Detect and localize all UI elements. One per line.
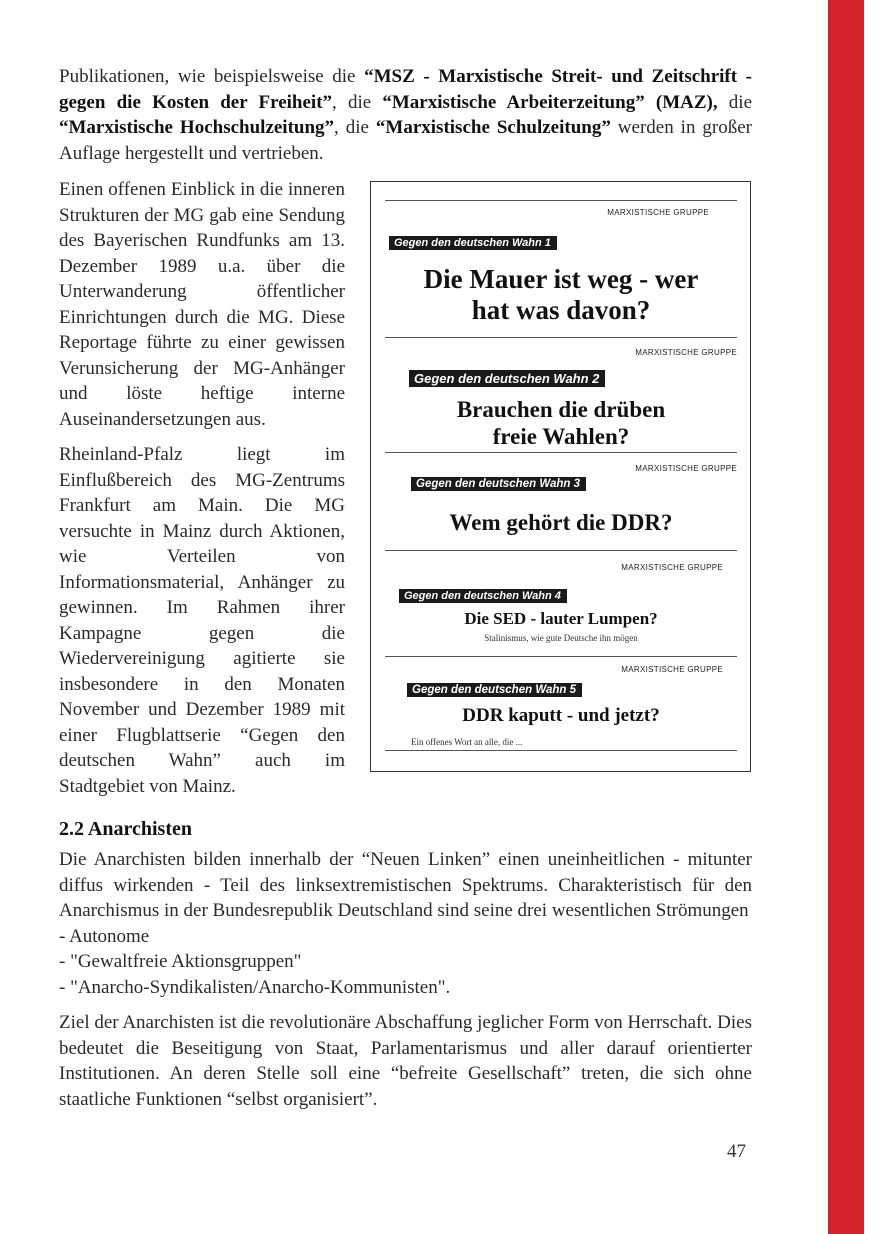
flyer-rule: [385, 200, 737, 201]
flyer-rule: [385, 750, 737, 751]
flyer-5: [385, 659, 737, 759]
list-item: - "Gewaltfreie Aktionsgruppen": [59, 951, 302, 972]
section-paragraph-2: Ziel der Anarchisten ist die revolutionäre Abschaffung jeglicher Form von Herrschaft. Dies bedeutet die Beseitigung von Staat, Parlamentarismus und aller darauf orientierter Institutionen. An deren Stelle soll eine “befreite Gesellschaft” treten, die sich ohne staatliche Funktionen “selbst organisiert”.: [59, 1012, 752, 1110]
left-column: [59, 177, 345, 809]
flyer-tag: Gegen den deutschen Wahn 4: [399, 589, 567, 603]
flyer-tag: Gegen den deutschen Wahn 5: [407, 683, 582, 697]
flyer-subline: Stalinismus, wie gute Deutsche ihn mögen: [484, 633, 638, 643]
title-msz: “MSZ - Marxistische Streit- und Zeitschrift - gegen die Kosten der Freiheit”: [59, 66, 752, 113]
page-number: 47: [727, 1141, 746, 1162]
flyer-rule: [385, 550, 737, 551]
flyer-headline: Die Mauer ist weg - wer hat was davon?: [423, 264, 699, 325]
section-heading: 2.2 Anarchisten: [59, 818, 192, 840]
flyer-2: [385, 340, 737, 450]
flyer-org: MARXISTISCHE GRUPPE: [635, 348, 737, 357]
flyer-rule: [385, 452, 737, 453]
column-paragraph-1: Einen offenen Einblick in die inneren Strukturen der MG gab eine Sendung des Bayerischen Rundfunks am 13. Dezember 1989 u.a. über die Unterwanderung öffentlicher Einrichtungen durch die MG. Diese Reportage führte zu einer gewissen Verunsicherung der MG-Anhänger und löste heftige interne Auseinandersetzungen aus.: [59, 179, 345, 430]
intro-paragraph: Publikationen, wie beispielsweise die “MSZ - Marxistische Streit- und Zeitschrift - gegen die Kosten der Freiheit”, die “Marxistische Arbeiterzeitung” (MAZ), die “Marxistische Hochschulzeitung”, die “Marxistische Schulzeitung” werden in großer Auflage hergestellt und vertrieben.: [59, 66, 752, 164]
flyer-org: MARXISTISCHE GRUPPE: [621, 563, 723, 572]
flyer-headline: Die SED - lauter Lumpen?: [464, 609, 658, 628]
flyer-1: [385, 206, 737, 341]
flyer-headline: Brauchen die drüben freie Wahlen?: [456, 397, 666, 449]
column-paragraph-2: Rheinland-Pfalz liegt im Einflußbereich des MG-Zentrums Frankfurt am Main. Die MG versuchte in Mainz durch Aktionen, wie Verteilen von Informationsmaterial, Anhänger zu gewinnen. Im Rahmen ihrer Kampagne gegen die Wiedervereinigung agitierte sie insbesondere in den Monaten November und Dezember 1989 mit einer Flugblattserie “Gegen den deutschen Wahn” auch im Stadtgebiet von Mainz.: [59, 444, 345, 797]
red-margin-bar: [828, 0, 864, 1234]
title-maz: “Marxistische Arbeiterzeitung” (MAZ),: [382, 91, 718, 113]
flyer-subline: Ein offenes Wort an alle, die ...: [411, 737, 523, 747]
section-paragraph-1: Die Anarchisten bilden innerhalb der “Neuen Linken” einen uneinheitlichen - mitunter diffus wirkenden - Teil des linksextremistischen Spektrums. Charakteristisch für den Anarchismus in der Bundesrepublik Deutschland sind seine drei wesentlichen Strömungen - Autonome - "Gewaltfreie Aktionsgruppen" - "Anarcho-Syndikalisten/Anarcho-Kommunisten".: [59, 847, 752, 1000]
flyer-rule: [385, 337, 737, 338]
section-body: [59, 847, 752, 1122]
flyer-tag: Gegen den deutschen Wahn 3: [411, 477, 586, 491]
flyer-3: [385, 455, 737, 550]
list-item: - Autonome: [59, 925, 150, 947]
title-schulzeitung: “Marxistische Schulzeitung”: [375, 117, 611, 138]
flyer-org: MARXISTISCHE GRUPPE: [607, 208, 709, 217]
flyer-headline: Wem gehört die DDR?: [449, 510, 673, 535]
flyer-4: [385, 553, 737, 653]
flyer-tag: Gegen den deutschen Wahn 2: [409, 370, 605, 387]
flyer-collage: [370, 181, 751, 772]
flyer-tag: Gegen den deutschen Wahn 1: [389, 236, 557, 250]
list-item: - "Anarcho-Syndikalisten/Anarcho-Kommunisten".: [59, 976, 451, 998]
flyer-org: MARXISTISCHE GRUPPE: [635, 464, 737, 473]
title-hochschulzeitung: “Marxistische Hochschulzeitung”: [59, 117, 335, 138]
flyer-org: MARXISTISCHE GRUPPE: [621, 665, 723, 674]
flyer-rule: [385, 656, 737, 657]
flyer-headline: DDR kaputt - und jetzt?: [462, 705, 660, 726]
